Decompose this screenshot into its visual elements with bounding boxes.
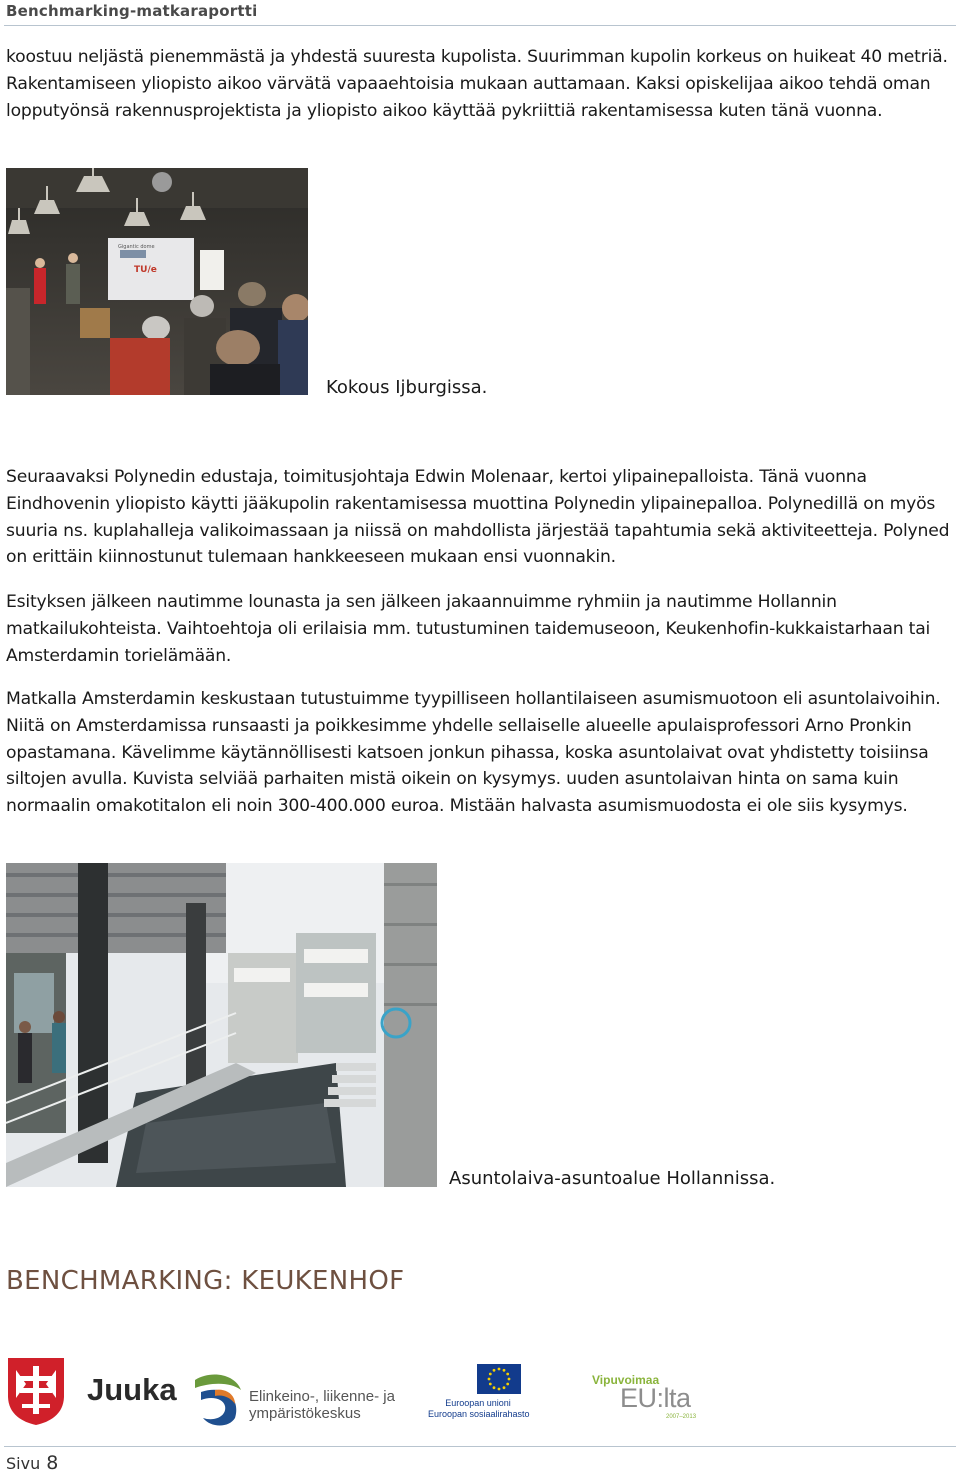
page-footer (6, 1452, 58, 1474)
ely-name-line2: ympäristökeskus (249, 1405, 361, 1422)
paragraph-domes: koostuu neljästä pienemmästä ja yhdestä suuresta kupolista. Suurimman kupolin korkeus on huikeat 40 metriä. Rakentamiseen yliopisto aikoo värvätä vapaaehtoisia mukaan auttamaan. Kaksi opiskelijaa aikoo tehdä oman lopputyönsä rakennusprojektista ja yliopisto aikoo käyttää pykriittiä rakentamisessa kuten tänä vuonna. (6, 47, 948, 121)
eu-flag-icon (477, 1364, 521, 1394)
paragraph-excursions: Esityksen jälkeen nautimme lounasta ja sen jälkeen jakaannuimme ryhmiin ja nautimme Hollannin matkailukohteista. Vaihtoehtoja oli erilaisia mm. tutustuminen taidemuseoon, Keukenhofin-kukkaistarhaan tai Amsterdamin torielämään. (6, 592, 931, 666)
houseboats-photo-caption: Asuntolaiva-asuntoalue Hollannissa. (449, 1168, 776, 1189)
ely-centre-logo (191, 1370, 401, 1430)
paragraph-polyned: Seuraavaksi Polynedin edustaja, toimitusjohtaja Edwin Molenaar, kertoi ylipainepalloista. Tänä vuonna Eindhovenin yliopisto käytti jääkupolin rakentamisessa muottina Polynedin ylipainepalloa. Polynedillä on myös suuria ns. kuplahalleja valikoimassaan ja niissä on mahdollista järjestää tapahtumia sekä aktiviteetteja. Polyned on erittäin kiinnostunut tulemaan hankkeeseen mukaan ensi vuonnakin. (6, 467, 950, 568)
juuka-coat-of-arms-logo (6, 1356, 66, 1426)
footer-divider (4, 1446, 956, 1447)
coat-of-arms-icon (6, 1356, 66, 1426)
page-label: Sivu (6, 1454, 41, 1473)
slide-title-text: Gigantic dome (118, 244, 155, 250)
ely-swoosh-icon (191, 1370, 243, 1428)
vipuvoimaa-years: 2007–2013 (666, 1414, 697, 1420)
eu-fund-label: Euroopan sosiaalirahasto (428, 1409, 530, 1419)
section-heading-keukenhof: BENCHMARKING: KEUKENHOF (6, 1266, 405, 1296)
page-number: 8 (46, 1452, 59, 1474)
houseboats-photo-illustration (6, 863, 437, 1187)
meeting-photo-caption: Kokous Ijburgissa. (326, 377, 488, 398)
eu-social-fund-logo (428, 1364, 528, 1420)
eu-lta-label: EU:lta (620, 1383, 691, 1413)
houseboats-photo (6, 863, 437, 1187)
meeting-photo-illustration (6, 168, 308, 395)
vipuvoimaa-eu-logo (592, 1373, 702, 1425)
meeting-photo (6, 168, 308, 395)
header-divider (4, 25, 956, 26)
eu-union-label: Euroopan unioni (445, 1398, 511, 1408)
ely-name-line1: Elinkeino-, liikenne- ja (249, 1388, 395, 1405)
slide-logo-text: TU/e (134, 265, 157, 275)
paragraph-houseboats: Matkalla Amsterdamin keskustaan tutustuimme tyypilliseen hollantilaiseen asumismuotoon eli asuntolaivoihin. Niitä on Amsterdamissa runsaasti ja poikkesimme yhdelle sellaiselle alueelle apulaisprofessori Arno Pronkin opastamana. Kävelimme käytännöllisesti katsoen jonkun pihassa, koska asuntolaivat ovat yhdistetty toisiinsa siltojen avulla. Kuvista selviää parhaiten mistä oikein on kysymys. uuden asuntolaivan hinta on sama kuin normaalin omakotitalon eli noin 300-400.000 euroa. Mistään halvasta asumismuodosta ei ole siis kysymys. (6, 689, 941, 817)
vipuvoimaa-label: Vipuvoimaa (592, 1373, 660, 1387)
juuka-wordmark: Juuka (87, 1372, 177, 1407)
report-header-title: Benchmarking-matkaraportti (6, 2, 258, 20)
